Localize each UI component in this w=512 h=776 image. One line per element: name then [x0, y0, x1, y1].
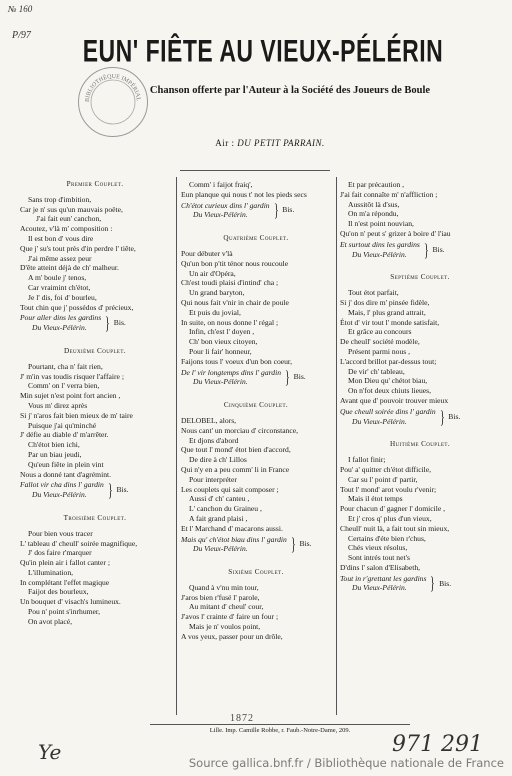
verse-line: Certains d'éte bien r'chus, [348, 533, 426, 543]
stanza [20, 347, 170, 500]
air-label: Air : [215, 138, 235, 148]
refrain-line: Mais qu' ch'étot biau dins l' gardin [181, 534, 287, 544]
verse-line: L'accord brillot par-dessus tout; [340, 356, 437, 366]
stanza [20, 514, 170, 627]
verse-line: Que tout l' mond' étot bien d'accord, [181, 445, 291, 455]
brace-glyph: } [105, 313, 110, 334]
verse-line: Pour débuter v'là [181, 248, 233, 258]
brace-glyph: } [107, 480, 113, 501]
verse-line: Min sujet n'est point fort ancien , [20, 391, 121, 401]
verse-line: Acoutez, v'là m' composition : [20, 224, 113, 234]
verse-line: Faijons tous l' voeux d'un bon coeur, [181, 356, 293, 366]
verse-line: Mon Dieu qu' chétot biau, [348, 376, 428, 386]
verse-line: Un bouquet d' visach's lumineux. [20, 597, 121, 607]
refrain [20, 480, 170, 500]
verse-line: Vous m' direz après [28, 400, 88, 410]
brace-glyph: } [430, 573, 436, 594]
refrain-line: Tout in r'grettant les gardins [340, 573, 427, 583]
verse-line: L'illumination, [28, 567, 74, 577]
verse-line: Nous a donné tant d'agrémint. [20, 469, 111, 479]
verse-line: Aussi d' ch' canteu , [189, 494, 250, 504]
verse-line: Il est bon d' vous dire [28, 233, 94, 243]
verse-line: Tout chin que j' possédos d' précieux, [20, 302, 134, 312]
verse-line: Que j' su's tout près d'in perdre l' tiête, [20, 243, 136, 253]
verse-line: A m' boule j' tenos, [28, 273, 87, 283]
verse-line: Qu'un bon p'tit ténor nous roucoule [181, 258, 289, 268]
verse-line: Étot d' vir tout l' monde satisfait, [340, 317, 440, 327]
refrain-line: Que cheull soirée dins l' gardin [340, 406, 436, 416]
verse-line: Un grand baryton, [189, 288, 245, 298]
verse-line: L' tableau d' cheull' soirée magnifique, [20, 538, 138, 548]
source-caption: Source gallica.bnf.fr / Bibliothèque nationale de France [188, 756, 504, 770]
verse-line: Faijot des bourleux, [28, 587, 89, 597]
column-1 [20, 180, 170, 641]
stanza [181, 180, 331, 220]
bis-mark: Bis. [113, 318, 126, 328]
brace-glyph: } [290, 534, 296, 555]
verse-line: J' défie au diable d' m'arrêter. [20, 430, 109, 440]
verse-line: Ch'est toudi plaisi d'intind' cha ; [181, 278, 279, 288]
couplet-heading: Quatrième Couplet. [223, 234, 289, 243]
verse-line: Pou' a' quitter ch'étot difficile, [340, 464, 432, 474]
verse-line: Tout l' mond' arot voulu r'venir; [340, 484, 437, 494]
verse-line: Les couplets qui sait composer ; [181, 484, 279, 494]
verse-line: On m'a répondu, [348, 209, 399, 219]
stanza [181, 568, 331, 642]
verse-line: In complétant l'effet magique [20, 577, 110, 587]
bis-mark: Bis. [293, 372, 306, 382]
verse-line: J'aros bien r'fusé l' parole, [181, 592, 260, 602]
verse-line: Qui nous fait v'nir in chair de poule [181, 297, 289, 307]
refrain-line: Du Vieux-Pélérin. [352, 249, 407, 259]
verse-line: L' canchon du Graineu , [189, 504, 262, 514]
stanza [20, 180, 170, 333]
verse-line: Qu'in plein air i fallot canter ; [20, 558, 110, 568]
couplet-heading: Huitième Couplet. [389, 440, 451, 449]
printer-imprint: Lille. Imp. Camille Robbe, r. Faub.-Notre-Dame, 209. [209, 727, 351, 734]
refrain [20, 313, 170, 333]
verse-line: Par un biau jeudi, [28, 449, 82, 459]
top-divider [180, 170, 330, 171]
refrain-line: De l' vir longtemps dins l' gardin [181, 367, 281, 377]
shelf-mark: P/97 [12, 30, 31, 41]
refrain-line: Et surtout dins les gardins [340, 239, 420, 249]
verse-line: Qu'on n' peut s' grizer à boire d' l'iau [340, 228, 451, 238]
refrain-line: Du Vieux-Pélérin. [352, 583, 407, 593]
refrain-line: Du Vieux-Pélérin. [193, 544, 248, 554]
column-2 [181, 180, 331, 656]
verse-line: J' m'in vas toudis risquer l'affaire ; [20, 371, 124, 381]
verse-line: Pourtant, cha n' fait rien, [28, 361, 103, 371]
verse-line: Nous cant' un morciau d' circonstance, [181, 425, 299, 435]
verse-line: Infin, ch'est l' doyen , [189, 327, 255, 337]
refrain [181, 368, 331, 388]
bis-mark: Bis. [282, 205, 295, 215]
verse-line: Comm' on l' verra bien, [28, 381, 100, 391]
refrain-line: Du Vieux-Pélérin. [193, 210, 248, 220]
verse-line: J' dos faire r'marquer [28, 548, 92, 558]
refrain-line: Ch'étot curieux dins l' gardin [181, 200, 270, 210]
verse-line: Pour bien vous tracer [28, 528, 93, 538]
verse-line: Cheull' nuit là, a fait tout sin mieux, [340, 523, 450, 533]
verse-line: Quand à v'nu min tour, [189, 582, 259, 592]
verse-line: Si j' n'aros fait bien mieux de m' taire [20, 410, 133, 420]
verse-line: Mais, l' plus grand attrait, [348, 307, 426, 317]
verse-line: Mais il étot temps [348, 494, 403, 504]
verse-line: Eun planque qui nous t' not les pieds secs [181, 189, 307, 199]
verse-line: Car vraimint ch'étot, [28, 282, 91, 292]
couplet-heading: Deuxième Couplet. [63, 346, 127, 355]
stanza [340, 440, 500, 593]
refrain [181, 201, 331, 221]
verse-line: Car su l' point d' partir, [348, 474, 418, 484]
refrain-line: Pour aller dins les gardins [20, 313, 102, 323]
bis-mark: Bis. [439, 578, 452, 588]
verse-line: J'ai fait connaîte m' n'affliction ; [340, 189, 438, 199]
air-tune: DU PETIT PARRAIN. [237, 138, 325, 148]
bis-mark: Bis. [432, 244, 445, 254]
refrain-line: Du Vieux-Pélérin. [352, 416, 407, 426]
verse-line: Mais je n' voulos point, [189, 622, 261, 632]
verse-line: Pou n' point s'inrhumer, [28, 607, 101, 617]
verse-line: J'avos l' crainte d' faire un four ; [181, 612, 279, 622]
brace-glyph: } [284, 367, 290, 388]
brace-glyph: } [273, 200, 279, 221]
refrain [340, 407, 500, 427]
column-divider [176, 177, 177, 715]
verse-line: Si j' dos dire m' pinsée fidèle, [340, 297, 430, 307]
verse-line: Puisque j'ai qu'minché [28, 420, 97, 430]
stanza [181, 401, 331, 554]
verse-line: J'ai fait eun' canchon, [36, 214, 102, 224]
verse-line: D'dins l' salon d'Elisabeth, [340, 562, 421, 572]
verse-line: De vir' ch' tableau, [348, 366, 405, 376]
verse-line: Sont intrés tout net's [348, 553, 410, 563]
refrain [340, 240, 500, 260]
verse-line: Et j' cros q' plus d'un vieux, [348, 513, 432, 523]
verse-line: Au mitant d' cheul' cour, [189, 602, 264, 612]
bis-mark: Bis. [116, 485, 129, 495]
verse-line: Et par précaution , [348, 180, 405, 189]
imprint-rule [150, 724, 410, 725]
verse-line: Pour interpréter [189, 474, 237, 484]
verse-line: Ch' bon vieux citoyen, [189, 337, 258, 347]
couplet-heading: Cinquième Couplet. [223, 401, 289, 410]
bis-mark: Bis. [299, 539, 312, 549]
library-stamp [78, 67, 148, 137]
verse-line: I fallot finir; [348, 455, 386, 465]
verse-line: DELOBEL, alors, [181, 415, 237, 425]
refrain-line: Du Vieux-Pélérin. [32, 323, 87, 333]
verse-line: Sans trop d'imbition, [28, 194, 92, 204]
couplet-heading: Septième Couplet. [390, 273, 450, 282]
verse-line: Pour li fair' honneur, [189, 346, 252, 356]
verse-line: Pour chacun d' gagner l' domicile , [340, 504, 446, 514]
verse-line: Tout étot parfait, [348, 288, 399, 298]
verse-line: Avant que d' pouvoir trouver mieux [340, 395, 449, 405]
verse-line: Et l' Marchand d' macarons aussi. [181, 523, 283, 533]
date: 1872 [230, 713, 254, 724]
verse-line: Comm' i faijot fraiq', [189, 180, 253, 189]
stamp-text: BIBLIOTHÈQUE IMPÉRIAL [84, 73, 142, 103]
refrain [340, 574, 500, 594]
verse-line: D'ête atteint déjà de ch' malheur. [20, 263, 119, 273]
verse-line: Car je n' sus qu'un mauvais poëte, [20, 204, 123, 214]
verse-line: On avot placé, [28, 616, 73, 626]
stanza [340, 180, 500, 259]
verse-line: Un air d'Opéra, [189, 268, 236, 278]
verse-line: Et grâce au concours [348, 327, 412, 337]
verse-line: De cheull' société modèle, [340, 337, 420, 347]
stanza [181, 234, 331, 387]
handwritten-numbers: 971 291 [392, 732, 483, 757]
verse-line: Présent parmi nous , [348, 346, 411, 356]
couplet-heading: Premier Couplet. [66, 180, 124, 188]
verse-line: Aussitôt là d'sus, [348, 199, 400, 209]
song-title: EUN' FIÊTE AU VIEUX-PÉLÉRIN [82, 33, 444, 69]
couplet-heading: Troisième Couplet. [63, 513, 127, 522]
verse-line: A fait grand plaisi , [189, 513, 248, 523]
couplet-heading: Sixième Couplet. [228, 568, 284, 577]
verse-line: Qui n'y en a peu comm' li in France [181, 464, 290, 474]
verse-line: In suite, on nous donne l' régal ; [181, 317, 279, 327]
handwritten-shelfmark: Ye [38, 740, 62, 764]
refrain-line: Du Vieux-Pélérin. [32, 490, 87, 500]
refrain-line: Fallot vir cha dins l' gardin [20, 480, 104, 490]
brace-glyph: } [423, 239, 429, 260]
verse-line: Et djons d'abord [189, 435, 239, 445]
verse-line: De dire à ch' Lillos [189, 455, 247, 465]
stanza [340, 273, 500, 426]
verse-line: Je l' dis, foi d' bourleu, [28, 292, 97, 302]
column-3 [340, 180, 500, 607]
verse-line: On n'fot deux chiuts lieues, [348, 386, 431, 396]
verse-line: Il n'est point nouvian, [348, 219, 414, 229]
song-subtitle: Chanson offerte par l'Auteur à la Société des Joueurs de Boule [149, 85, 431, 96]
verse-line: J'ai même assez peur [28, 253, 92, 263]
verse-line: Et puis du jovial, [189, 307, 241, 317]
verse-line: Qu'eun fiête in plein vint [28, 459, 104, 469]
bis-mark: Bis. [448, 411, 461, 421]
verse-line: A vos yeux, passer pour un drôle, [181, 631, 283, 641]
refrain [181, 535, 331, 555]
column-divider [336, 177, 337, 715]
folio-number: № 160 [8, 4, 33, 14]
refrain-line: Du Vieux-Pélérin. [193, 377, 248, 387]
verse-line: Chés vieux résolus, [348, 543, 408, 553]
verse-line: Ch'étot bien ichi, [28, 440, 80, 450]
air-line [150, 138, 390, 148]
brace-glyph: } [439, 406, 445, 427]
